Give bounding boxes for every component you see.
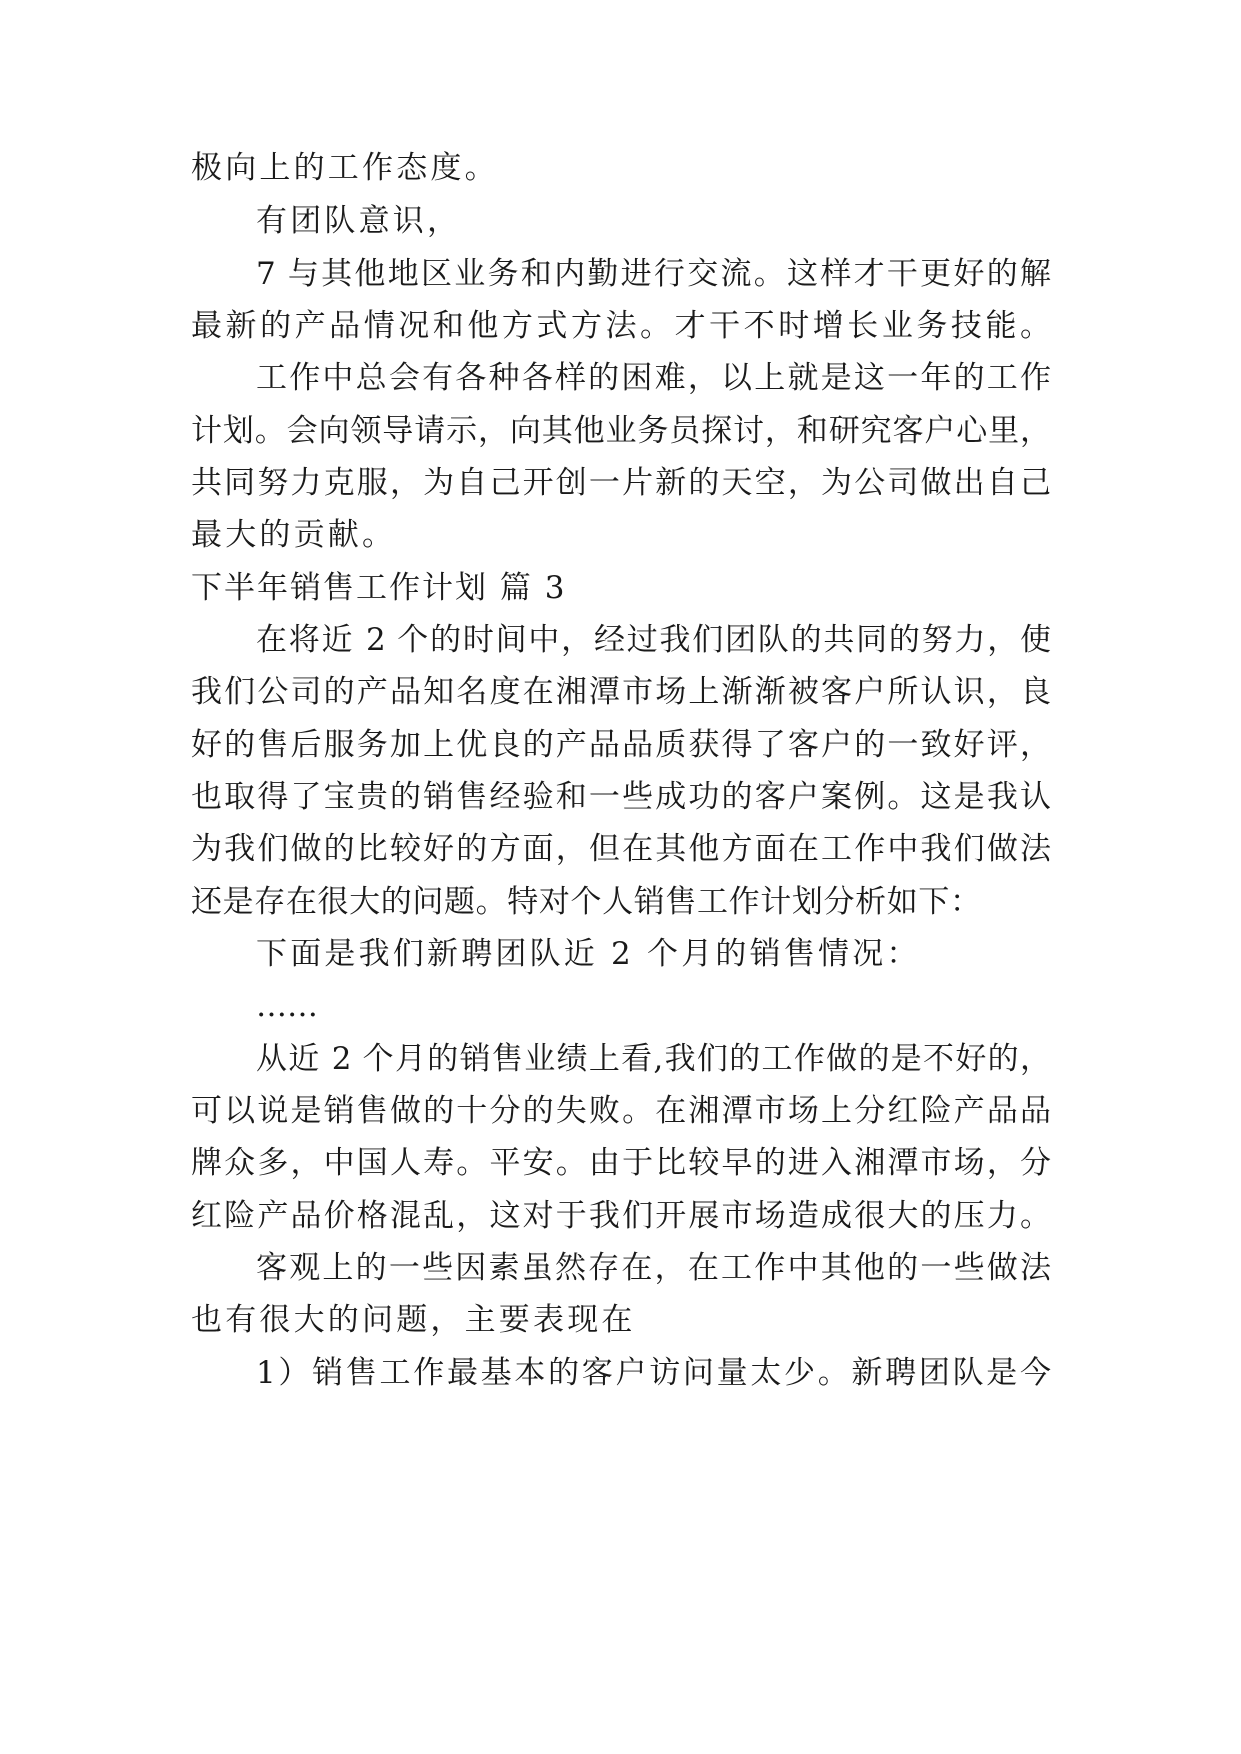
text-line: 可以说是销售做的十分的失败。在湘潭市场上分红险产品品 <box>191 1093 1051 1129</box>
text-line: 也取得了宝贵的销售经验和一些成功的客户案例。这是我认 <box>191 779 1051 815</box>
text-line: 客观上的一些因素虽然存在，在工作中其他的一些做法 <box>256 1250 1051 1286</box>
section-heading: 下半年销售工作计划 篇 3 <box>191 570 567 606</box>
text-line: 1）销售工作最基本的客户访问量太少。新聘团队是今 <box>256 1355 1051 1391</box>
text-line: 从近 2 个月的销售业绩上看,我们的工作做的是不好的， <box>256 1041 1051 1077</box>
text-line: 计划。会向领导请示，向其他业务员探讨，和研究客户心里， <box>191 413 1051 449</box>
text-line: 好的售后服务加上优良的产品品质获得了客户的一致好评， <box>191 727 1051 763</box>
text-line: 最新的产品情况和他方式方法。才干不时增长业务技能。 <box>191 308 1051 344</box>
text-line: 有团队意识， <box>256 203 462 239</box>
text-line: 为我们做的比较好的方面，但在其他方面在工作中我们做法 <box>191 831 1051 867</box>
text-line: 7 与其他地区业务和内勤进行交流。这样才干更好的解 <box>256 256 1051 292</box>
text-line: 最大的贡献。 <box>191 517 397 553</box>
text-line: 工作中总会有各种各样的困难，以上就是这一年的工作 <box>256 360 1051 396</box>
text-line: 还是存在很大的问题。特对个人销售工作计划分析如下： <box>191 884 981 920</box>
text-line: 共同努力克服，为自己开创一片新的天空，为公司做出自己 <box>191 465 1051 501</box>
text-line: 极向上的工作态度。 <box>191 150 499 186</box>
text-line: 红险产品价格混乱，这对于我们开展市场造成很大的压力。 <box>191 1198 1051 1234</box>
text-line: 牌众多，中国人寿。平安。由于比较早的进入湘潭市场，分 <box>191 1145 1051 1181</box>
ellipsis-line: …… <box>256 988 318 1024</box>
text-line: 我们公司的产品知名度在湘潭市场上渐渐被客户所认识，良 <box>191 674 1051 710</box>
text-line: 下面是我们新聘团队近 2 个月的销售情况： <box>256 936 921 972</box>
text-line: 也有很大的问题，主要表现在 <box>191 1302 636 1338</box>
text-line: 在将近 2 个的时间中，经过我们团队的共同的努力，使 <box>256 622 1051 658</box>
